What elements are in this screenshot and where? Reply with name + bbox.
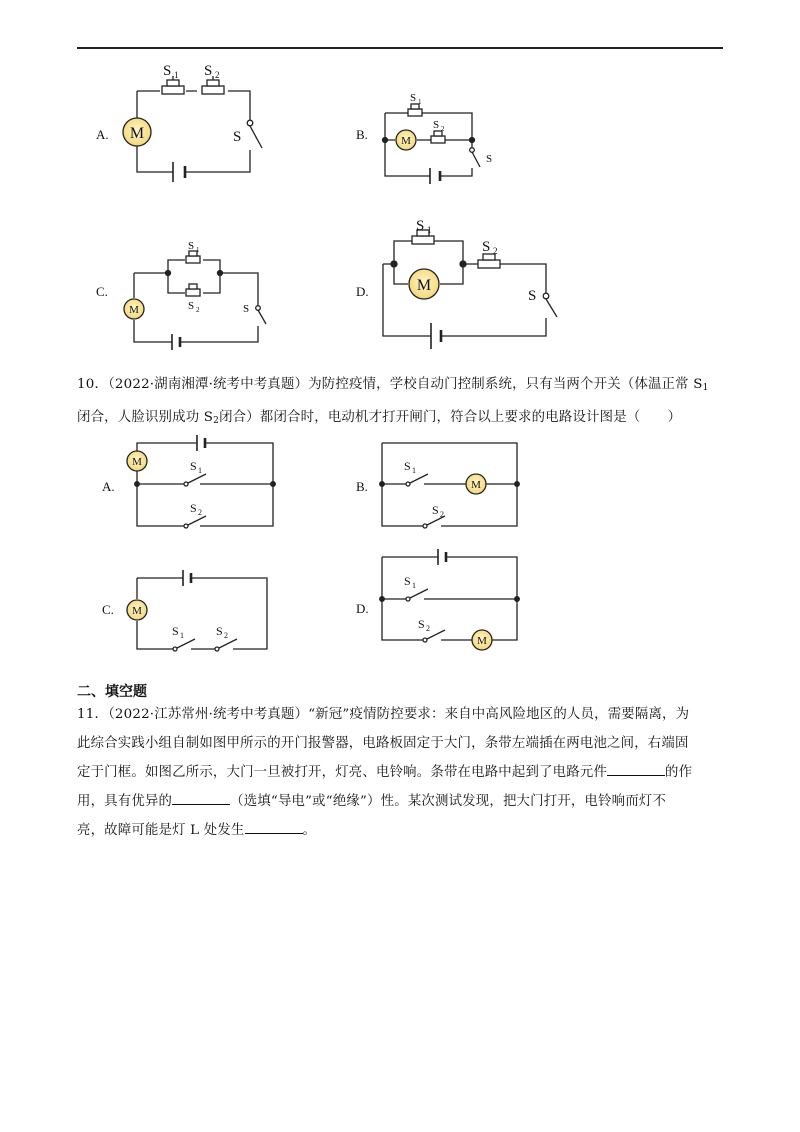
q9-b-s: S [486, 153, 493, 165]
q10-c-motor-letter: M [132, 605, 142, 617]
q11-line-5: 亮，故障可能是灯 L 处发生 。 [77, 823, 317, 838]
q10-line-2: 闭合，人脸识别成功 $S_2$闭合）都闭合时，电动机才打开闸门，符合以上要求的电路设计图是（ ） [77, 410, 682, 426]
q9-option-b-circuit[interactable] [383, 104, 481, 184]
q10-a-s2-sub: 2 [198, 508, 202, 517]
q11-line-1: 11．（2022·江苏常州·统考中考真题）“新冠”疫情防控要求：来自中高风险地区的人员，需要隔离，为 [77, 707, 690, 722]
q10-d-s2: S [418, 617, 425, 631]
q10-b-s1: S [404, 459, 411, 473]
q9-a-s1: S [163, 63, 172, 79]
answer-blank-2[interactable] [172, 792, 230, 805]
q10-b-s2: S [432, 503, 439, 517]
q10-a-s2: S [190, 501, 197, 515]
q10-c-s2-sub: 2 [224, 631, 228, 640]
q10-a-s1-sub: 1 [198, 466, 202, 475]
q10-c-s1-sub: 1 [180, 631, 184, 640]
q9-d-s1: S [416, 218, 425, 234]
q9-c-s2-sub: 2 [196, 306, 200, 314]
q10-d-s1: S [404, 574, 411, 588]
q9-d-s2-sub: 2 [493, 246, 498, 256]
question-11 [77, 700, 723, 845]
q10-a-motor-letter: M [132, 456, 142, 468]
q10-b-label: B. [356, 479, 368, 494]
q10-d-motor-letter: M [477, 635, 487, 647]
q10-d-s1-sub: 1 [412, 581, 416, 590]
q9-d-s: S [528, 288, 537, 304]
q9-c-motor-letter: M [129, 304, 139, 316]
q9-b-s2: S [433, 119, 440, 131]
q9-c-s: S [243, 303, 250, 315]
q9-a-s: S [233, 129, 242, 145]
q10-b-s2-sub: 2 [440, 510, 444, 519]
q10-line-1: 10．（2022·湖南湘潭·统考中考真题）为防控疫情，学校自动门控制系统，只有当两个开关（体温正常 $S_1$ [77, 377, 709, 393]
q9-c-label: C. [96, 284, 108, 299]
q9-a-label: A. [96, 127, 109, 142]
q10-option-c-circuit[interactable] [127, 570, 267, 651]
q11-line-2: 此综合实践小组自制如图甲所示的开门报警器，电路板固定于大门，条带左端插在两电池之间，右端固 [77, 736, 689, 751]
section-heading-fill-in: 二、填空题 [77, 684, 147, 700]
q10-a-label: A. [102, 479, 115, 494]
q9-b-s1-sub: 1 [418, 98, 422, 106]
question-10-stem [77, 370, 723, 436]
q10-option-d-circuit[interactable] [380, 549, 520, 650]
answer-blank-3[interactable] [245, 821, 303, 834]
q9-d-s2: S [482, 239, 491, 255]
q10-c-s1: S [172, 624, 179, 638]
q10-b-s1-sub: 1 [412, 466, 416, 475]
q9-b-motor-letter: M [401, 135, 411, 147]
q9-option-c-circuit[interactable] [124, 251, 266, 350]
q10-a-s1: S [190, 459, 197, 473]
q9-c-s2: S [188, 300, 195, 312]
q10-d-s2-sub: 2 [426, 624, 430, 633]
q9-a-s1-sub: 1 [174, 70, 179, 80]
q9-a-motor-letter: M [129, 125, 145, 142]
q10-c-label: C. [102, 602, 114, 617]
answer-blank-1[interactable] [607, 763, 665, 776]
q9-a-s2-sub: 2 [215, 70, 220, 80]
q9-c-s1-sub: 1 [196, 246, 200, 254]
q10-option-b-circuit[interactable] [380, 443, 520, 528]
q10-c-s2: S [216, 624, 223, 638]
q11-line-4: 用，具有优异的 （选填“导电”或“绝缘”）性。某次测试发现，把大门打开，电铃响而灯不 [77, 794, 667, 809]
q9-d-label: D. [356, 284, 369, 299]
q9-a-s2: S [204, 63, 213, 79]
q9-d-motor-letter: M [416, 277, 432, 294]
q10-b-motor-letter: M [471, 479, 481, 491]
q9-c-s1: S [188, 240, 195, 252]
q10-d-label: D. [356, 601, 369, 616]
q9-b-label: B. [356, 127, 368, 142]
q9-d-s1-sub: 1 [427, 225, 432, 235]
q11-line-3: 定于门框。如图乙所示，大门一旦被打开，灯亮、电铃响。条带在电路中起到了电路元件 的作 [77, 765, 693, 780]
q9-b-s1: S [410, 92, 417, 104]
q9-b-s2-sub: 2 [441, 125, 445, 133]
